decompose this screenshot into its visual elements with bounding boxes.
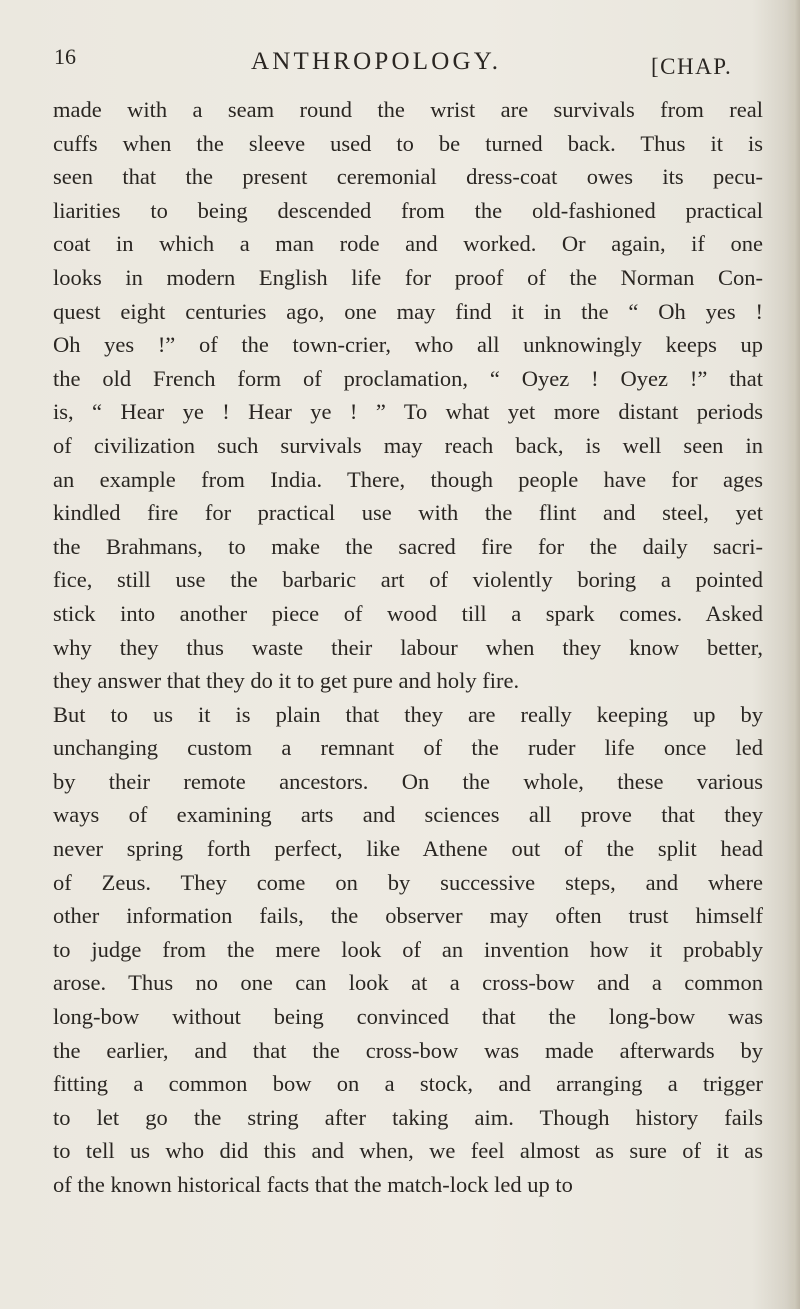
text-line: is, “ Hear ye ! Hear ye ! ” To what yet more distant periods	[53, 399, 763, 425]
text-line: to let go the string after taking aim. Though history fails	[53, 1104, 763, 1130]
text-line: quest eight centuries ago, one may find it in the “ Oh yes !	[53, 298, 763, 324]
text-line: the earlier, and that the cross-bow was made afterwards by	[53, 1037, 763, 1063]
text-line: never spring forth perfect, like Athene out of the split head	[53, 836, 763, 862]
text-line: looks in modern English life for proof of the Norman Con-	[53, 264, 763, 290]
text-line: seen that the present ceremonial dress-coat owes its pecu-	[53, 164, 763, 190]
text-line: Oh yes !” of the town-crier, who all unknowingly keeps up	[53, 332, 763, 358]
text-line: an example from India. There, though people have for ages	[53, 466, 763, 492]
running-head-title: ANTHROPOLOGY.	[251, 48, 502, 75]
text-line: other information fails, the observer may often trust himself	[53, 903, 763, 929]
text-line: by their remote ancestors. On the whole, these various	[53, 768, 763, 794]
text-line: But to us it is plain that they are really keeping up by	[53, 701, 763, 727]
page-edge-shadow	[788, 0, 800, 1309]
text-line: unchanging custom a remnant of the ruder life once led	[53, 735, 763, 761]
text-line: why they thus waste their labour when they know better,	[53, 634, 763, 660]
text-line: arose. Thus no one can look at a cross-bow and a common	[53, 970, 763, 996]
text-line: long-bow without being convinced that the long-bow was	[53, 1004, 763, 1030]
text-line: ways of examining arts and sciences all prove that they	[53, 802, 763, 828]
text-line: fice, still use the barbaric art of violently boring a pointed	[53, 567, 763, 593]
text-line: liarities to being descended from the old-fashioned practical	[53, 197, 763, 223]
text-line: of Zeus. They come on by successive steps, and where	[53, 869, 763, 895]
text-line: the Brahmans, to make the sacred fire for the daily sacri-	[53, 533, 763, 559]
body-text	[53, 93, 763, 1202]
text-line: the old French form of proclamation, “ Oyez ! Oyez !” that	[53, 365, 763, 391]
text-line: of civilization such survivals may reach back, is well seen in	[53, 432, 763, 458]
text-line: fitting a common bow on a stock, and arranging a trigger	[53, 1071, 763, 1097]
text-line: stick into another piece of wood till a spark comes. Asked	[53, 600, 763, 626]
text-line: made with a seam round the wrist are survivals from real	[53, 97, 763, 122]
running-head	[46, 40, 756, 80]
text-line: cuffs when the sleeve used to be turned back. Thus it is	[53, 130, 763, 156]
text-line: kindled fire for practical use with the flint and steel, yet	[53, 500, 763, 526]
text-line: they answer that they do it to get pure and holy fire.	[53, 668, 520, 694]
running-head-chapter: [CHAP.	[651, 54, 733, 79]
text-line: of the known historical facts that the match-lock led up to	[53, 1172, 573, 1197]
text-line: coat in which a man rode and worked. Or again, if one	[53, 231, 763, 257]
text-line: to judge from the mere look of an invention how it probably	[53, 936, 763, 962]
text-line: to tell us who did this and when, we feel almost as sure of it as	[53, 1138, 763, 1164]
page-number: 16	[54, 44, 76, 69]
